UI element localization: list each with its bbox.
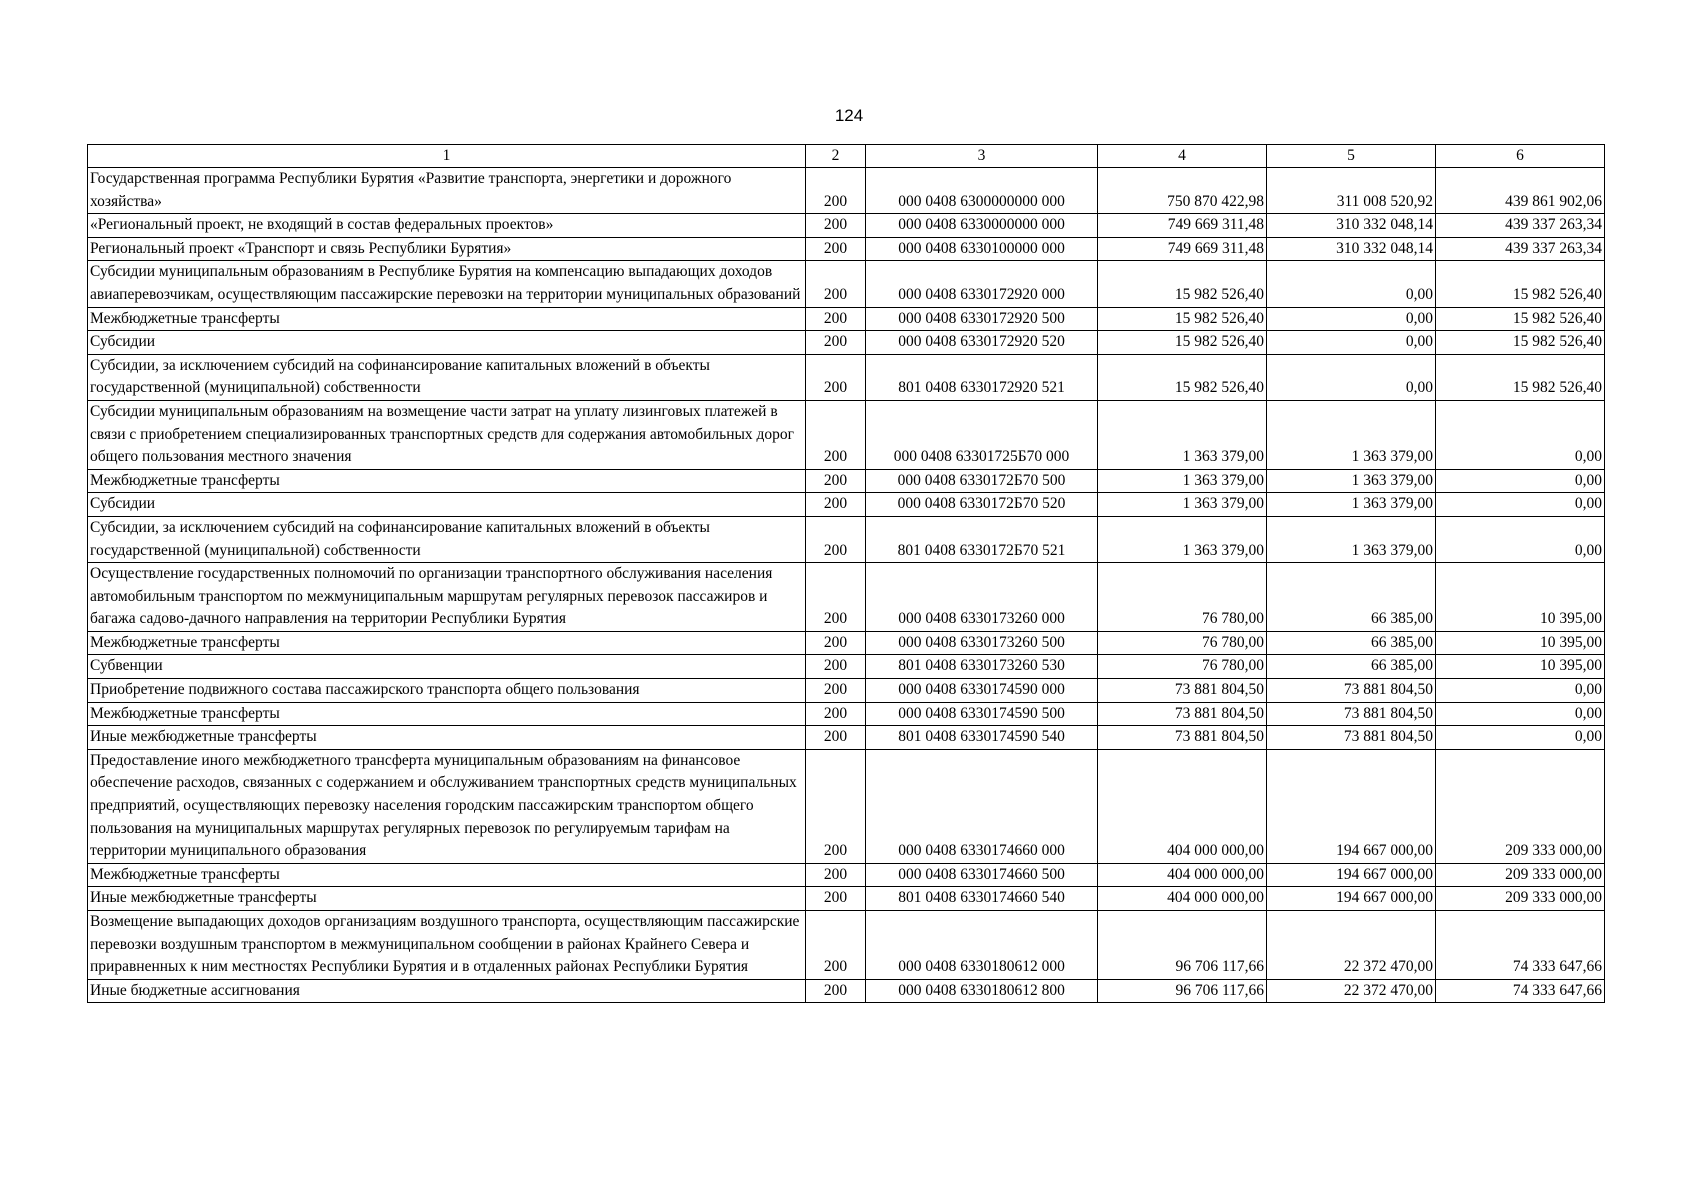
row-admin-cell: 200 [806,354,866,400]
row-code-cell: 000 0408 6330180612 800 [866,979,1098,1003]
table-row [88,749,1605,863]
row-name-cell: Субсидии, за исключением субсидий на софинансирование капитальных вложений в объекты государственной (муниципальной) собственности [88,354,806,400]
row-code-cell: 000 0408 6330172920 500 [866,307,1098,331]
row-value-col4: 76 780,00 [1098,631,1267,655]
table-row [88,354,1605,400]
row-value-col6: 0,00 [1436,726,1605,750]
row-name-cell: Осуществление государственных полномочий по организации транспортного обслуживания населения автомобильным транспортом по межмуниципальным маршрутам регулярных перевозок пассажиров и багажа садово-дачного направления на территории Республики Бурятия [88,563,806,632]
row-admin-cell: 200 [806,979,866,1003]
row-value-col6: 0,00 [1436,469,1605,493]
row-value-col6: 209 333 000,00 [1436,863,1605,887]
row-admin-cell: 200 [806,702,866,726]
row-code-cell: 801 0408 6330172920 521 [866,354,1098,400]
row-value-col5: 1 363 379,00 [1267,400,1436,469]
row-admin-cell: 200 [806,563,866,632]
row-code-cell: 000 0408 6330180612 000 [866,911,1098,980]
row-admin-cell: 200 [806,331,866,355]
row-value-col5: 0,00 [1267,331,1436,355]
row-admin-cell: 200 [806,679,866,703]
row-value-col5: 0,00 [1267,307,1436,331]
row-name-cell: Межбюджетные трансферты [88,469,806,493]
row-admin-cell: 200 [806,168,866,214]
column-header: 2 [806,145,866,168]
row-name-cell: Межбюджетные трансферты [88,863,806,887]
row-value-col5: 73 881 804,50 [1267,702,1436,726]
row-code-cell: 000 0408 6330173260 000 [866,563,1098,632]
row-name-cell: Субсидии муниципальным образованиям на возмещение части затрат на уплату лизинговых платежей в связи с приобретением специализированных транспортных средств для содержания автомобильных дорог общего пользования местного значения [88,400,806,469]
row-value-col5: 0,00 [1267,261,1436,307]
row-value-col6: 74 333 647,66 [1436,979,1605,1003]
row-value-col4: 76 780,00 [1098,655,1267,679]
row-value-col5: 1 363 379,00 [1267,493,1436,517]
row-code-cell: 000 0408 6330000000 000 [866,214,1098,238]
row-value-col5: 310 332 048,14 [1267,214,1436,238]
row-admin-cell: 200 [806,911,866,980]
row-value-col6: 0,00 [1436,702,1605,726]
row-value-col5: 194 667 000,00 [1267,887,1436,911]
row-name-cell: Субвенции [88,655,806,679]
row-code-cell: 801 0408 6330174660 540 [866,887,1098,911]
table-row [88,400,1605,469]
row-value-col4: 15 982 526,40 [1098,331,1267,355]
row-value-col5: 73 881 804,50 [1267,679,1436,703]
row-value-col5: 0,00 [1267,354,1436,400]
row-name-cell: Иные бюджетные ассигнования [88,979,806,1003]
row-value-col4: 73 881 804,50 [1098,726,1267,750]
row-code-cell: 000 0408 63301725Б70 000 [866,400,1098,469]
row-admin-cell: 200 [806,214,866,238]
column-header: 3 [866,145,1098,168]
row-value-col5: 66 385,00 [1267,655,1436,679]
row-admin-cell: 200 [806,726,866,750]
row-value-col6: 15 982 526,40 [1436,261,1605,307]
row-value-col4: 1 363 379,00 [1098,493,1267,517]
table-row [88,563,1605,632]
row-value-col4: 73 881 804,50 [1098,702,1267,726]
row-admin-cell: 200 [806,749,866,863]
row-value-col5: 194 667 000,00 [1267,863,1436,887]
row-value-col6: 74 333 647,66 [1436,911,1605,980]
row-admin-cell: 200 [806,307,866,331]
row-value-col5: 73 881 804,50 [1267,726,1436,750]
table-row [88,214,1605,238]
row-code-cell: 000 0408 6330174660 000 [866,749,1098,863]
row-value-col5: 194 667 000,00 [1267,749,1436,863]
row-name-cell: Субсидии [88,331,806,355]
budget-table [87,144,1605,1003]
row-value-col4: 404 000 000,00 [1098,863,1267,887]
table-row [88,911,1605,980]
row-code-cell: 000 0408 6330100000 000 [866,237,1098,261]
row-value-col6: 439 861 902,06 [1436,168,1605,214]
table-row [88,516,1605,562]
row-name-cell: Иные межбюджетные трансферты [88,726,806,750]
row-name-cell: Государственная программа Республики Бурятия «Развитие транспорта, энергетики и дорожного хозяйства» [88,168,806,214]
row-value-col5: 22 372 470,00 [1267,979,1436,1003]
row-code-cell: 000 0408 6330174590 000 [866,679,1098,703]
row-value-col6: 439 337 263,34 [1436,214,1605,238]
row-value-col4: 750 870 422,98 [1098,168,1267,214]
row-name-cell: Межбюджетные трансферты [88,631,806,655]
table-row [88,237,1605,261]
table-row [88,469,1605,493]
row-value-col6: 15 982 526,40 [1436,354,1605,400]
row-code-cell: 000 0408 6330172Б70 520 [866,493,1098,517]
table-row [88,493,1605,517]
row-value-col4: 1 363 379,00 [1098,469,1267,493]
row-admin-cell: 200 [806,863,866,887]
row-value-col6: 0,00 [1436,400,1605,469]
table-row [88,168,1605,214]
column-header: 5 [1267,145,1436,168]
row-code-cell: 000 0408 6330174660 500 [866,863,1098,887]
row-code-cell: 000 0408 6330172920 000 [866,261,1098,307]
row-value-col6: 209 333 000,00 [1436,887,1605,911]
row-name-cell: «Региональный проект, не входящий в состав федеральных проектов» [88,214,806,238]
row-value-col6: 10 395,00 [1436,655,1605,679]
row-value-col6: 10 395,00 [1436,563,1605,632]
row-admin-cell: 200 [806,655,866,679]
row-code-cell: 000 0408 6330173260 500 [866,631,1098,655]
row-value-col4: 1 363 379,00 [1098,400,1267,469]
table-row [88,702,1605,726]
row-value-col6: 209 333 000,00 [1436,749,1605,863]
row-value-col6: 439 337 263,34 [1436,237,1605,261]
row-value-col4: 749 669 311,48 [1098,237,1267,261]
row-name-cell: Субсидии муниципальным образованиям в Республике Бурятия на компенсацию выпадающих доходов авиаперевозчикам, осуществляющим пассажирские перевозки на территории муниципальных образований [88,261,806,307]
row-value-col4: 404 000 000,00 [1098,749,1267,863]
row-value-col5: 310 332 048,14 [1267,237,1436,261]
row-value-col5: 1 363 379,00 [1267,469,1436,493]
row-value-col5: 22 372 470,00 [1267,911,1436,980]
table-row [88,261,1605,307]
row-admin-cell: 200 [806,887,866,911]
column-header: 4 [1098,145,1267,168]
row-value-col5: 1 363 379,00 [1267,516,1436,562]
row-value-col4: 15 982 526,40 [1098,261,1267,307]
table-row [88,863,1605,887]
row-value-col5: 66 385,00 [1267,563,1436,632]
row-value-col4: 1 363 379,00 [1098,516,1267,562]
row-name-cell: Приобретение подвижного состава пассажирского транспорта общего пользования [88,679,806,703]
row-admin-cell: 200 [806,631,866,655]
row-value-col4: 749 669 311,48 [1098,214,1267,238]
row-code-cell: 801 0408 6330174590 540 [866,726,1098,750]
table-row [88,307,1605,331]
row-admin-cell: 200 [806,261,866,307]
row-value-col5: 66 385,00 [1267,631,1436,655]
row-admin-cell: 200 [806,237,866,261]
table-row [88,726,1605,750]
row-value-col4: 15 982 526,40 [1098,354,1267,400]
row-code-cell: 000 0408 6330172Б70 500 [866,469,1098,493]
row-admin-cell: 200 [806,493,866,517]
row-name-cell: Межбюджетные трансферты [88,702,806,726]
row-name-cell: Предоставление иного межбюджетного трансферта муниципальным образованиям на финансовое обеспечение расходов, связанных с содержанием и обслуживанием транспортных средств муниципальных предприятий, осуществляющих перевозку населения городским пассажирским транспортом общего пользования на муниципальных маршрутах регулярных перевозок по регулируемым тарифам на территории муниципального образования [88,749,806,863]
row-admin-cell: 200 [806,400,866,469]
table-header-row [88,145,1605,168]
row-code-cell: 801 0408 6330172Б70 521 [866,516,1098,562]
row-name-cell: Межбюджетные трансферты [88,307,806,331]
row-name-cell: Возмещение выпадающих доходов организациям воздушного транспорта, осуществляющим пассажирские перевозки воздушным транспортом в межмуниципальном сообщении в районах Крайнего Севера и приравненных к ним местностях Республики Бурятия и в отдаленных районах Республики Бурятия [88,911,806,980]
column-header: 1 [88,145,806,168]
row-value-col6: 15 982 526,40 [1436,307,1605,331]
table-row [88,979,1605,1003]
row-value-col6: 0,00 [1436,493,1605,517]
row-value-col6: 0,00 [1436,516,1605,562]
row-code-cell: 000 0408 6330172920 520 [866,331,1098,355]
table-row [88,655,1605,679]
row-name-cell: Субсидии [88,493,806,517]
row-value-col4: 76 780,00 [1098,563,1267,632]
row-value-col4: 96 706 117,66 [1098,979,1267,1003]
row-name-cell: Иные межбюджетные трансферты [88,887,806,911]
row-admin-cell: 200 [806,469,866,493]
table-row [88,331,1605,355]
row-value-col5: 311 008 520,92 [1267,168,1436,214]
row-value-col4: 96 706 117,66 [1098,911,1267,980]
column-header: 6 [1436,145,1605,168]
table-row [88,631,1605,655]
row-code-cell: 000 0408 6300000000 000 [866,168,1098,214]
row-value-col6: 10 395,00 [1436,631,1605,655]
row-value-col4: 73 881 804,50 [1098,679,1267,703]
row-name-cell: Субсидии, за исключением субсидий на софинансирование капитальных вложений в объекты государственной (муниципальной) собственности [88,516,806,562]
row-code-cell: 801 0408 6330173260 530 [866,655,1098,679]
page-number: 124 [834,106,864,125]
row-value-col6: 0,00 [1436,679,1605,703]
row-value-col6: 15 982 526,40 [1436,331,1605,355]
row-name-cell: Региональный проект «Транспорт и связь Республики Бурятия» [88,237,806,261]
row-admin-cell: 200 [806,516,866,562]
table-row [88,887,1605,911]
row-value-col4: 15 982 526,40 [1098,307,1267,331]
row-code-cell: 000 0408 6330174590 500 [866,702,1098,726]
row-value-col4: 404 000 000,00 [1098,887,1267,911]
table-row [88,679,1605,703]
